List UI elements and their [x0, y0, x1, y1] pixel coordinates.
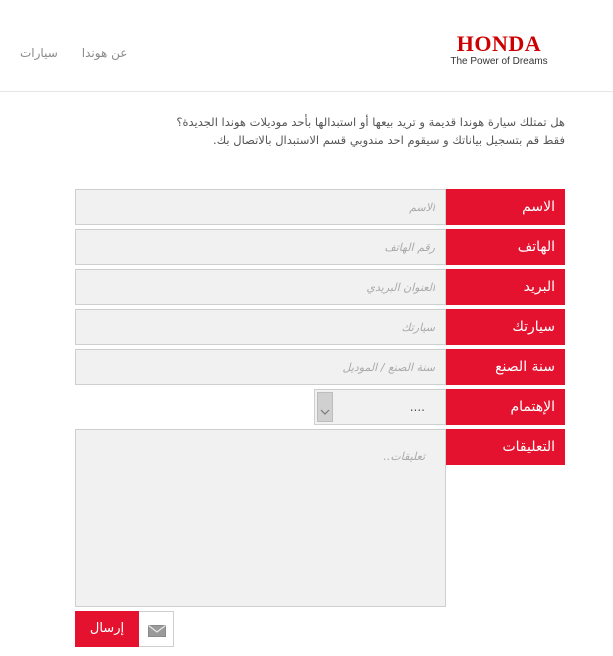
nav-link-about-honda[interactable]: عن هوندا	[81, 46, 128, 60]
comments-textarea[interactable]	[75, 429, 446, 607]
car-input[interactable]	[75, 309, 446, 345]
site-header	[0, 0, 613, 92]
top-nav	[20, 46, 127, 60]
name-input[interactable]	[75, 189, 446, 225]
form-row-interest	[75, 389, 565, 425]
logo-wordmark: HONDA	[456, 31, 542, 56]
email-label: البريد	[446, 269, 565, 305]
submit-button[interactable]	[75, 611, 174, 647]
year-label: سنة الصنع	[446, 349, 565, 385]
form-row-comments	[75, 429, 565, 607]
name-label: الاسم	[446, 189, 565, 225]
interest-label: الإهتمام	[446, 389, 565, 425]
phone-input[interactable]	[75, 229, 446, 265]
submit-button-label: إرسال	[75, 611, 139, 647]
nav-link-cars[interactable]: سيارات	[20, 46, 58, 60]
form-row-email	[75, 269, 565, 305]
intro-line-1: هل تمتلك سيارة هوندا قديمة و تريد بيعها أو استبدالها بأحد موديلات هوندا الجديدة؟	[176, 115, 565, 129]
honda-logo[interactable]	[433, 32, 565, 68]
interest-select[interactable]	[314, 389, 446, 425]
intro-line-2: فقط قم بتسجيل بياناتك و سيقوم احد مندوبي قسم الاستبدال بالاتصال بك.	[213, 133, 565, 147]
chevron-down-icon[interactable]	[317, 392, 333, 422]
comments-label: التعليقات	[446, 429, 565, 465]
form-row-year	[75, 349, 565, 385]
email-input[interactable]	[75, 269, 446, 305]
interest-select-value: ....	[409, 400, 425, 414]
form-row-phone	[75, 229, 565, 265]
form-row-name	[75, 189, 565, 225]
car-label: سيارتك	[446, 309, 565, 345]
intro-text	[85, 113, 565, 149]
phone-label: الهاتف	[446, 229, 565, 265]
year-input[interactable]	[75, 349, 446, 385]
form-row-car	[75, 309, 565, 345]
envelope-icon	[139, 611, 174, 647]
logo-tagline: The Power of Dreams	[450, 56, 548, 67]
